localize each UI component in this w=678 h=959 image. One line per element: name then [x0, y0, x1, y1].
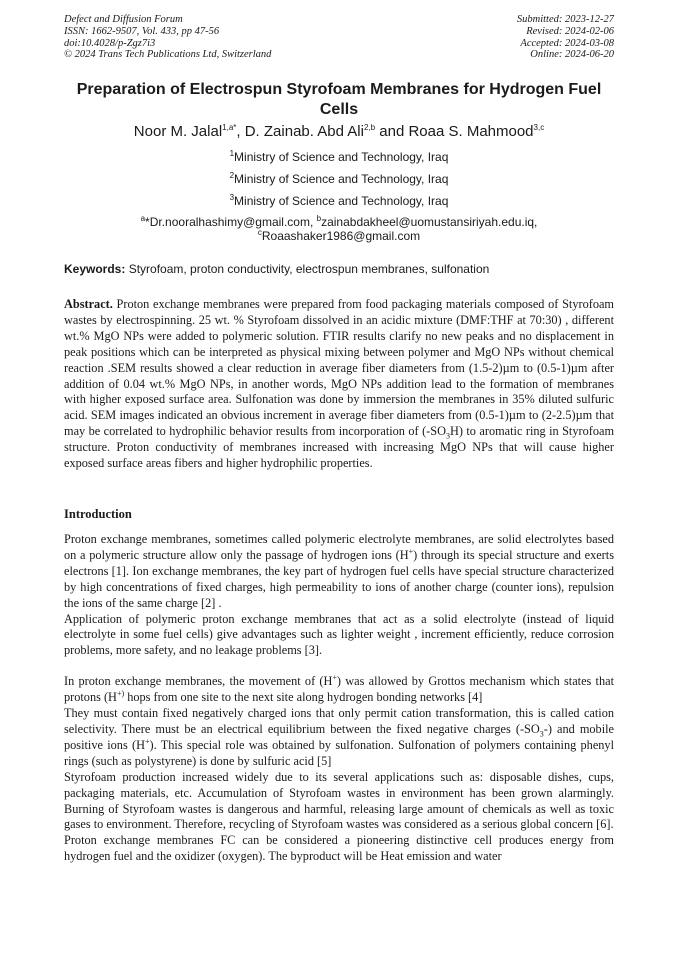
affiliation-1-num: 1 [229, 149, 235, 158]
issn: ISSN: 1662-9507, Vol. 433, pp 47-56 [64, 25, 220, 37]
keywords [64, 262, 614, 277]
affiliation-2-text: Ministry of Science and Technology, Iraq [234, 172, 449, 186]
author-3-sup: 3,c [533, 123, 545, 132]
author-2-sup: 2,b [363, 123, 376, 132]
abstract-text-2: H) to aromatic ring in Styrofoam structure. Proton conductivity of membranes increased with increasing MgO NPs that will cause higher exposed surface areas fibers and higher hydrophilic properties. [64, 424, 615, 471]
intro-p3c: hops from one site to the next site along hydrogen bonding networks [4] [124, 690, 483, 705]
affiliation-3 [64, 194, 614, 208]
intro-p4-sup: + [145, 736, 150, 746]
intro-p3-sup2: +) [116, 689, 125, 699]
author-emails [64, 215, 614, 243]
author-list [64, 122, 614, 142]
author-1: Noor M. Jalal [133, 123, 223, 140]
keywords-text: Styrofoam, proton conductivity, electrospun membranes, sulfonation [125, 262, 490, 276]
title-line-2: Cells [319, 101, 359, 118]
intro-p4-sub: 3 [539, 729, 544, 739]
affiliation-3-num: 3 [229, 193, 235, 202]
journal-header-right [517, 14, 614, 61]
intro-paragraph-1 [64, 532, 614, 612]
intro-p1b: ) through its special structure and exerts electrons [1]. Ion exchange membranes, the key part of hydrogen fuel cells have special structure characterized by high concentrations of fixed charges, high permeability to ions of another charge (counter ions), repulsion the ions of the same charge [2] . [64, 547, 614, 610]
intro-paragraph-6: Proton exchange membranes FC can be considered a pioneering distinctive cell produces energy from hydrogen fuel and the oxidizer (oxygen). The byproduct will be Heat emission and water [64, 833, 614, 864]
author-1-sup: 1,a* [222, 123, 237, 132]
intro-p4c: ). This special role was obtained by sulfonation. Sulfonation of polymers containing phenyl rings (such as polystyrene) is done by sulfuric acid [5] [64, 737, 614, 768]
online-date: Online: 2024-06-20 [530, 49, 614, 61]
abstract-label: Abstract. [64, 297, 113, 311]
submitted-date: Submitted: 2023-12-27 [516, 14, 614, 25]
affiliation-2-num: 2 [229, 171, 235, 180]
affiliation-3-text: Ministry of Science and Technology, Iraq [234, 194, 449, 208]
email-a[interactable]: *Dr.nooralhashimy@gmail.com, [145, 215, 317, 229]
intro-paragraph-5: Styrofoam production increased widely due to its several applications such as: disposable dishes, cups, packaging materials, etc. Accumulation of Styrofoam wastes in environment has been grown alarmingly. Burning of Styrofoam wastes is dangerous and harmful, releasing large amount of chemicals as well as toxic gases to environment. Therefore, recycling of Styrofoam wastes was considered as a serious global concern [6]. [64, 769, 614, 832]
title-line-1: Preparation of Electrospun Styrofoam Membranes for Hydrogen Fuel [76, 81, 602, 98]
introduction-heading: Introduction [64, 507, 132, 521]
doi: doi:10.4028/p-Zgz7i3 [64, 37, 156, 49]
intro-paragraph-4 [64, 706, 614, 770]
email-b-sup: b [316, 214, 322, 223]
journal-header-left [64, 14, 271, 61]
author-3: and Roaa S. Mahmood [375, 123, 534, 140]
copyright: © 2024 Trans Tech Publications Ltd, Switzerland [64, 49, 272, 61]
intro-paragraph-3 [64, 674, 614, 706]
journal-name: Defect and Diffusion Forum [64, 14, 183, 25]
intro-p4a: They must contain fixed negatively charged ions that only permit cation transformation, this is called cation selectivity. There must be an electrical equilibrium between the fixed negative charges (-SO [64, 706, 614, 736]
keywords-label: Keywords: [64, 262, 126, 276]
intro-p3a: In proton exchange membranes, the movement of (H [64, 674, 333, 689]
intro-p1a: Proton exchange membranes, sometimes called polymeric electrolyte membranes, are solid electrolytes based on a polymeric structure allow only the passage of hydrogen ions (H [64, 532, 614, 562]
intro-p3-sup1: + [332, 673, 337, 683]
affiliation-1 [64, 150, 614, 164]
intro-p4b: -) and mobile positive ions (H [64, 721, 614, 752]
accepted-date: Accepted: 2024-03-08 [520, 37, 614, 49]
affiliation-2 [64, 172, 614, 186]
author-2: , D. Zainab. Abd Ali [236, 123, 364, 140]
email-b[interactable]: zainabdakheel@uomustansiriyah.edu.iq, [321, 215, 538, 229]
email-c-sup: c [257, 228, 262, 237]
revised-date: Revised: 2024-02-06 [526, 25, 614, 37]
abstract-paragraph [64, 297, 614, 472]
introduction-body [64, 532, 614, 865]
email-c[interactable]: Roaashaker1986@gmail.com [261, 229, 421, 243]
intro-p3b: ) was allowed by Grottos mechanism which states that protons (H [64, 674, 614, 705]
paper-title [64, 80, 614, 120]
intro-p1-sup: + [408, 546, 414, 556]
email-a-sup: a [140, 214, 146, 223]
intro-paragraph-2: Application of polymeric proton exchange membranes that act as a solid electrolyte (instead of liquid electrolyte in some fuel cells) give advantages such as lighter weight , increment efficiently, reduce corrosion problems, more safety, and no leakage problems [3]. [64, 611, 614, 658]
abstract-sub: 3 [445, 431, 450, 441]
abstract-text-1: Proton exchange membranes were prepared from food packaging materials composed of Styrofoam wastes by electrospinning. 25 wt. % Styrofoam dissolved in an acidic mixture (DMF:THF at 70:30) , different wt.% MgO NPs were added to polymeric solution. FTIR results clarify no new peaks and no displacement in peak positions which can be interpreted as physical mixing between polymer and MgO NPs without chemical reaction .SEM results showed a clear reduction in average fiber diameters from (1.5-2)µm to (0.5-1)µm after addition of 0.04 wt.% MgO NPs, in another words, MgO NPs addition lead to the formation of membranes with higher exposed surface area. Sulfonation was done by immersion the membranes in 35% diluted sulfuric acid. SEM images indicated an obvious increment in average fiber diameters from (0.5-1)µm to (2-2.5)µm that may be correlated to hydrophilic behavior results from incorporation of (-SO [64, 297, 614, 439]
affiliation-1-text: Ministry of Science and Technology, Iraq [234, 150, 449, 164]
